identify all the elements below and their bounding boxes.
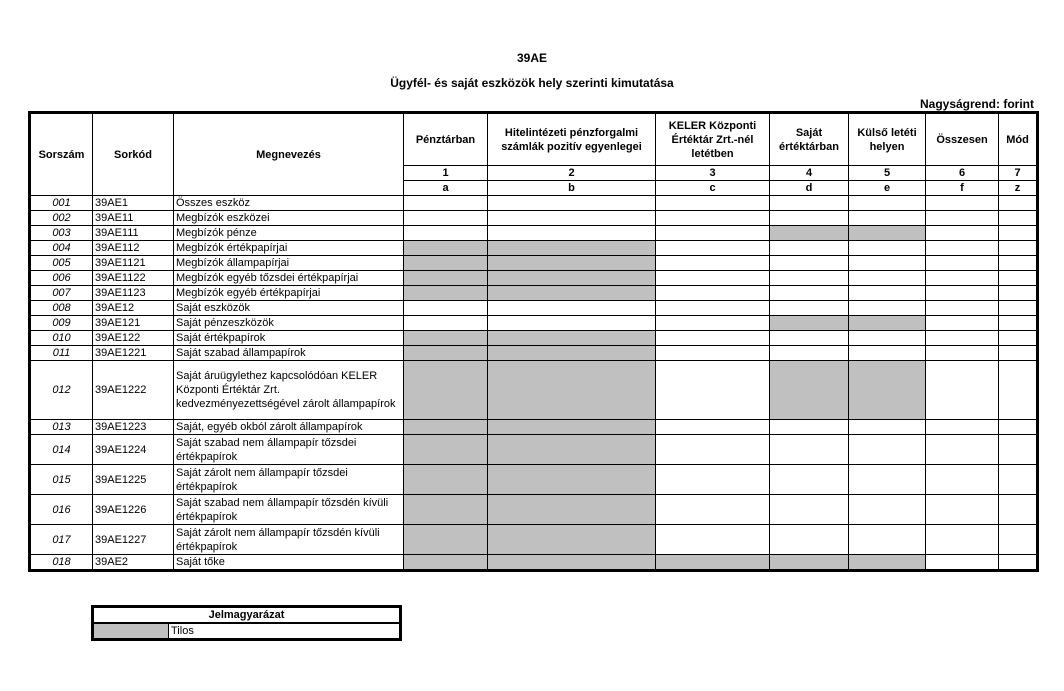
table-row [30,495,1038,525]
prohibited-cell [656,555,770,571]
column-header-title: Pénztárban [404,113,488,166]
column-letter: d [770,181,849,196]
document-title: Ügyfél- és saját eszközök hely szerinti kimutatása [390,76,674,90]
prohibited-cell [770,316,849,331]
row-number: 004 [30,241,93,256]
value-cell[interactable] [488,301,656,316]
row-name: Saját szabad nem állampapír tőzsdén kívüli értékpapírok [174,495,404,525]
value-cell[interactable] [770,435,849,465]
value-cell[interactable] [770,495,849,525]
table-row [30,271,1038,286]
value-cell[interactable] [770,525,849,555]
row-number: 016 [30,495,93,525]
prohibited-cell [488,241,656,256]
row-name: Saját, egyéb okból zárolt állampapírok [174,420,404,435]
prohibited-cell [404,555,488,571]
value-cell[interactable] [999,226,1038,241]
prohibited-cell [488,525,656,555]
value-cell[interactable] [849,465,926,495]
table-row [30,346,1038,361]
row-number: 010 [30,331,93,346]
row-number: 006 [30,271,93,286]
prohibited-cell [404,286,488,301]
prohibited-cell [770,555,849,571]
row-code: 39AE111 [93,226,174,241]
value-cell[interactable] [999,555,1038,571]
row-number: 017 [30,525,93,555]
column-header-title: Összesen [926,113,999,166]
row-number: 013 [30,420,93,435]
value-cell[interactable] [404,196,488,211]
column-letter: b [488,181,656,196]
value-cell[interactable] [849,196,926,211]
value-cell[interactable] [770,256,849,271]
row-code: 39AE1224 [93,435,174,465]
row-name: Saját eszközök [174,301,404,316]
row-code: 39AE1223 [93,420,174,435]
row-name: Összes eszköz [174,196,404,211]
row-number: 001 [30,196,93,211]
value-cell[interactable] [770,465,849,495]
row-number: 002 [30,211,93,226]
value-cell[interactable] [849,301,926,316]
prohibited-cell [404,331,488,346]
column-letter: z [999,181,1038,196]
table-row [30,525,1038,555]
value-cell[interactable] [926,361,999,420]
row-number: 008 [30,301,93,316]
prohibited-cell [488,420,656,435]
table-row [30,420,1038,435]
value-cell[interactable] [770,241,849,256]
value-cell[interactable] [656,361,770,420]
row-name: Saját értékpapírok [174,331,404,346]
row-number: 009 [30,316,93,331]
prohibited-cell [849,226,926,241]
prohibited-cell [404,256,488,271]
prohibited-cell [488,346,656,361]
table-row [30,196,1038,211]
value-cell[interactable] [770,420,849,435]
header-sorkod: Sorkód [93,113,174,196]
value-cell[interactable] [849,211,926,226]
row-code: 39AE11 [93,211,174,226]
value-cell[interactable] [999,211,1038,226]
row-name: Saját zárolt nem állampapír tőzsdei értékpapírok [174,465,404,495]
value-cell[interactable] [926,226,999,241]
prohibited-cell [404,361,488,420]
value-cell[interactable] [656,241,770,256]
table-body [30,196,1038,571]
value-cell[interactable] [999,286,1038,301]
row-code: 39AE2 [93,555,174,571]
legend-label-prohibited: Tilos [169,623,401,640]
value-cell[interactable] [656,271,770,286]
prohibited-cell [404,465,488,495]
value-cell[interactable] [999,331,1038,346]
prohibited-cell [488,555,656,571]
value-cell[interactable] [656,316,770,331]
value-cell[interactable] [849,331,926,346]
value-cell[interactable] [770,286,849,301]
table-row [30,286,1038,301]
column-header-title: Mód [999,113,1038,166]
prohibited-cell [488,361,656,420]
document-code: 39AE [516,51,548,65]
prohibited-cell [488,286,656,301]
value-cell[interactable] [404,316,488,331]
prohibited-cell [488,331,656,346]
value-cell[interactable] [999,271,1038,286]
value-cell[interactable] [770,331,849,346]
table-row [30,241,1038,256]
row-name: Megbízók állampapírjai [174,256,404,271]
prohibited-cell [488,495,656,525]
value-cell[interactable] [926,555,999,571]
value-cell[interactable] [656,226,770,241]
row-code: 39AE1225 [93,465,174,495]
prohibited-cell [849,361,926,420]
row-code: 39AE1221 [93,346,174,361]
table-row [30,226,1038,241]
value-cell[interactable] [404,301,488,316]
column-number: 4 [770,166,849,181]
table-row [30,211,1038,226]
value-cell[interactable] [999,196,1038,211]
row-code: 39AE1 [93,196,174,211]
value-cell[interactable] [926,196,999,211]
row-code: 39AE1226 [93,495,174,525]
value-cell[interactable] [999,256,1038,271]
row-code: 39AE12 [93,301,174,316]
value-cell[interactable] [656,256,770,271]
column-letter: c [656,181,770,196]
legend-swatch-prohibited [93,623,169,640]
table-row [30,465,1038,495]
row-code: 39AE1121 [93,256,174,271]
column-number: 1 [404,166,488,181]
prohibited-cell [849,316,926,331]
row-number: 003 [30,226,93,241]
legend [91,605,402,641]
value-cell[interactable] [999,465,1038,495]
value-cell[interactable] [999,435,1038,465]
row-code: 39AE122 [93,331,174,346]
row-name: Megbízók értékpapírjai [174,241,404,256]
value-cell[interactable] [849,525,926,555]
value-cell[interactable] [999,420,1038,435]
unit-label: Nagyságrend: forint [919,97,1034,111]
column-number: 7 [999,166,1038,181]
table-row [30,301,1038,316]
value-cell[interactable] [404,226,488,241]
value-cell[interactable] [999,525,1038,555]
column-letter: a [404,181,488,196]
value-cell[interactable] [926,435,999,465]
table-row [30,361,1038,420]
value-cell[interactable] [656,465,770,495]
value-cell[interactable] [849,420,926,435]
prohibited-cell [488,256,656,271]
value-cell[interactable] [770,196,849,211]
header-megnevezes: Megnevezés [174,113,404,196]
row-number: 014 [30,435,93,465]
column-number: 5 [849,166,926,181]
row-number: 018 [30,555,93,571]
value-cell[interactable] [926,256,999,271]
value-cell[interactable] [656,331,770,346]
value-cell[interactable] [404,211,488,226]
value-cell[interactable] [926,420,999,435]
value-cell[interactable] [849,271,926,286]
row-name: Saját tőke [174,555,404,571]
table-row [30,256,1038,271]
value-cell[interactable] [656,525,770,555]
row-name: Megbízók egyéb tőzsdei értékpapírjai [174,271,404,286]
table-row [30,316,1038,331]
value-cell[interactable] [656,420,770,435]
column-number: 6 [926,166,999,181]
table-row [30,331,1038,346]
prohibited-cell [404,346,488,361]
value-cell[interactable] [770,346,849,361]
value-cell[interactable] [656,196,770,211]
column-number: 2 [488,166,656,181]
value-cell[interactable] [926,241,999,256]
value-cell[interactable] [926,211,999,226]
value-cell[interactable] [926,331,999,346]
value-cell[interactable] [999,316,1038,331]
value-cell[interactable] [849,256,926,271]
row-name: Megbízók egyéb értékpapírjai [174,286,404,301]
prohibited-cell [404,420,488,435]
value-cell[interactable] [999,361,1038,420]
value-cell[interactable] [488,196,656,211]
column-letter: e [849,181,926,196]
value-cell[interactable] [926,316,999,331]
legend-title: Jelmagyarázat [93,607,401,624]
value-cell[interactable] [926,301,999,316]
value-cell[interactable] [999,495,1038,525]
row-name: Megbízók eszközei [174,211,404,226]
column-header-title: KELER Központi Értéktár Zrt.-nél letétben [656,113,770,166]
value-cell[interactable] [849,435,926,465]
table-row [30,435,1038,465]
value-cell[interactable] [849,241,926,256]
column-header-title: Hitelintézeti pénzforgalmi számlák pozitív egyenlegei [488,113,656,166]
row-name: Saját szabad állampapírok [174,346,404,361]
row-number: 015 [30,465,93,495]
value-cell[interactable] [488,226,656,241]
prohibited-cell [404,435,488,465]
value-cell[interactable] [770,211,849,226]
value-cell[interactable] [770,271,849,286]
value-cell[interactable] [849,495,926,525]
row-code: 39AE1122 [93,271,174,286]
row-name: Saját pénzeszközök [174,316,404,331]
prohibited-cell [488,271,656,286]
value-cell[interactable] [656,211,770,226]
column-number: 3 [656,166,770,181]
value-cell[interactable] [999,301,1038,316]
value-cell[interactable] [656,286,770,301]
row-name: Saját áruügylethez kapcsolódóan KELER Központi Értéktár Zrt. kedvezményezettségével zárolt állampapírok [174,361,404,420]
value-cell[interactable] [849,346,926,361]
value-cell[interactable] [488,316,656,331]
value-cell[interactable] [656,301,770,316]
value-cell[interactable] [926,495,999,525]
column-letter: f [926,181,999,196]
column-header-title: Saját értéktárban [770,113,849,166]
value-cell[interactable] [488,211,656,226]
prohibited-cell [849,555,926,571]
value-cell[interactable] [926,271,999,286]
report-table [28,111,1039,572]
value-cell[interactable] [926,286,999,301]
row-number: 011 [30,346,93,361]
prohibited-cell [488,435,656,465]
value-cell[interactable] [926,346,999,361]
prohibited-cell [770,361,849,420]
value-cell[interactable] [656,495,770,525]
column-header-title: Külső letéti helyen [849,113,926,166]
row-code: 39AE121 [93,316,174,331]
value-cell[interactable] [770,301,849,316]
value-cell[interactable] [656,435,770,465]
row-code: 39AE1123 [93,286,174,301]
row-number: 005 [30,256,93,271]
row-code: 39AE112 [93,241,174,256]
row-code: 39AE1222 [93,361,174,420]
prohibited-cell [404,495,488,525]
prohibited-cell [488,465,656,495]
value-cell[interactable] [849,286,926,301]
value-cell[interactable] [926,525,999,555]
row-name: Megbízók pénze [174,226,404,241]
header-sorszam: Sorszám [30,113,93,196]
row-name: Saját szabad nem állampapír tőzsdei értékpapírok [174,435,404,465]
value-cell[interactable] [999,241,1038,256]
row-number: 007 [30,286,93,301]
prohibited-cell [404,525,488,555]
prohibited-cell [404,241,488,256]
row-name: Saját zárolt nem állampapír tőzsdén kívüli értékpapírok [174,525,404,555]
prohibited-cell [770,226,849,241]
value-cell[interactable] [999,346,1038,361]
value-cell[interactable] [926,465,999,495]
row-number: 012 [30,361,93,420]
row-code: 39AE1227 [93,525,174,555]
prohibited-cell [404,271,488,286]
table-row [30,555,1038,571]
value-cell[interactable] [656,346,770,361]
